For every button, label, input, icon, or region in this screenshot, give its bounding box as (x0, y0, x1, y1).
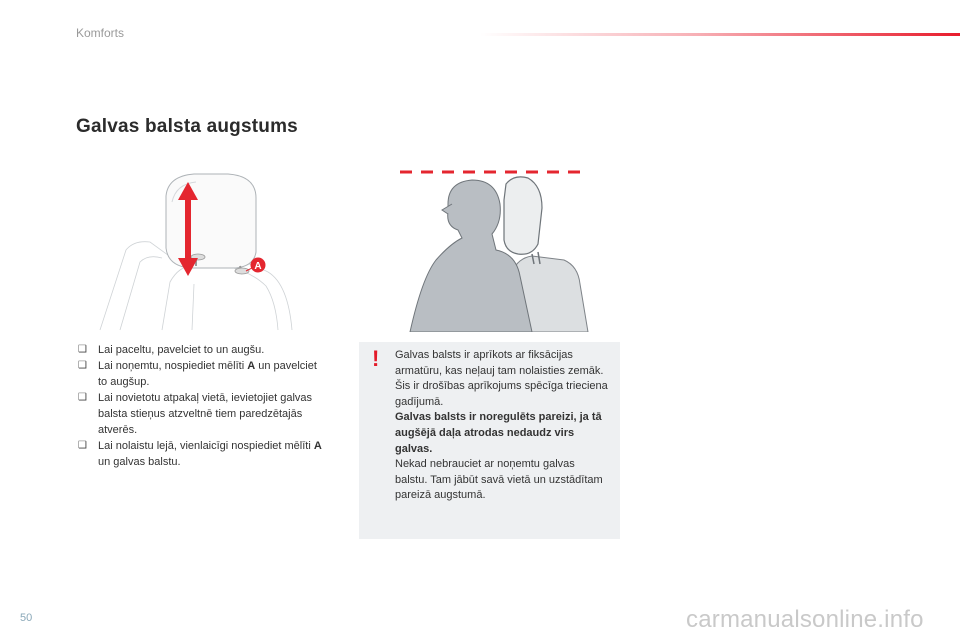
watermark: carmanualsonline.info (686, 606, 924, 633)
instruction-item (76, 342, 326, 358)
tab-a-ref: A (247, 360, 256, 372)
checkbox-bullet-icon: ❑ (78, 440, 87, 451)
checkbox-bullet-icon: ❑ (78, 344, 87, 355)
warning-text (395, 348, 610, 504)
warning-intro: Galvas balsts ir aprīkots ar fiksācijas armatūru, kas neļauj tam nolaisties zemāk. Šis ir drošības aprīkojums spēcīga trieciena gadījumā. (395, 349, 608, 408)
instruction-item (76, 390, 326, 438)
warning-bold-note: Galvas balsts ir noregulēts pareizi, ja tā augšējā daļa atrodas nedaudz virs galvas. (395, 411, 602, 455)
instruction-item (76, 358, 326, 390)
checkbox-bullet-icon: ❑ (78, 392, 87, 403)
header-accent-bar (480, 33, 960, 36)
warning-outro: Nekad nebrauciet ar noņemtu galvas balstu. Tam jābūt savā vietā un uzstādītam pareizā augstumā. (395, 458, 603, 502)
head-position-illustration (392, 160, 620, 332)
tab-a-ref: A (313, 440, 322, 452)
page-number: 50 (20, 612, 33, 624)
section-title: Galvas balsta augstums (76, 116, 298, 137)
warning-exclamation-icon: ! (372, 346, 380, 371)
instruction-text: Lai paceltu, pavelciet to un augšu. (98, 344, 265, 356)
header-title: Komforts (76, 26, 125, 40)
instruction-text: Lai nolaistu lejā, vienlaicīgi nospiediet mēlīti (98, 440, 314, 452)
checkbox-bullet-icon: ❑ (78, 360, 87, 371)
instruction-text: Lai novietotu atpakaļ vietā, ievietojiet galvas balsta stieņus atzveltnē tiem paredzētajās atverēs. (98, 392, 313, 436)
instruction-text: un pavelciet to augšup. (98, 360, 317, 388)
instruction-item (76, 438, 326, 470)
instruction-text: un galvas balstu. (98, 456, 181, 468)
instruction-list (76, 342, 326, 470)
headrest-profile (504, 177, 542, 254)
headrest-adjust-illustration (96, 162, 296, 332)
instruction-text: Lai noņemtu, nospiediet mēlīti (98, 360, 248, 372)
callout-a-label: A (254, 261, 262, 272)
